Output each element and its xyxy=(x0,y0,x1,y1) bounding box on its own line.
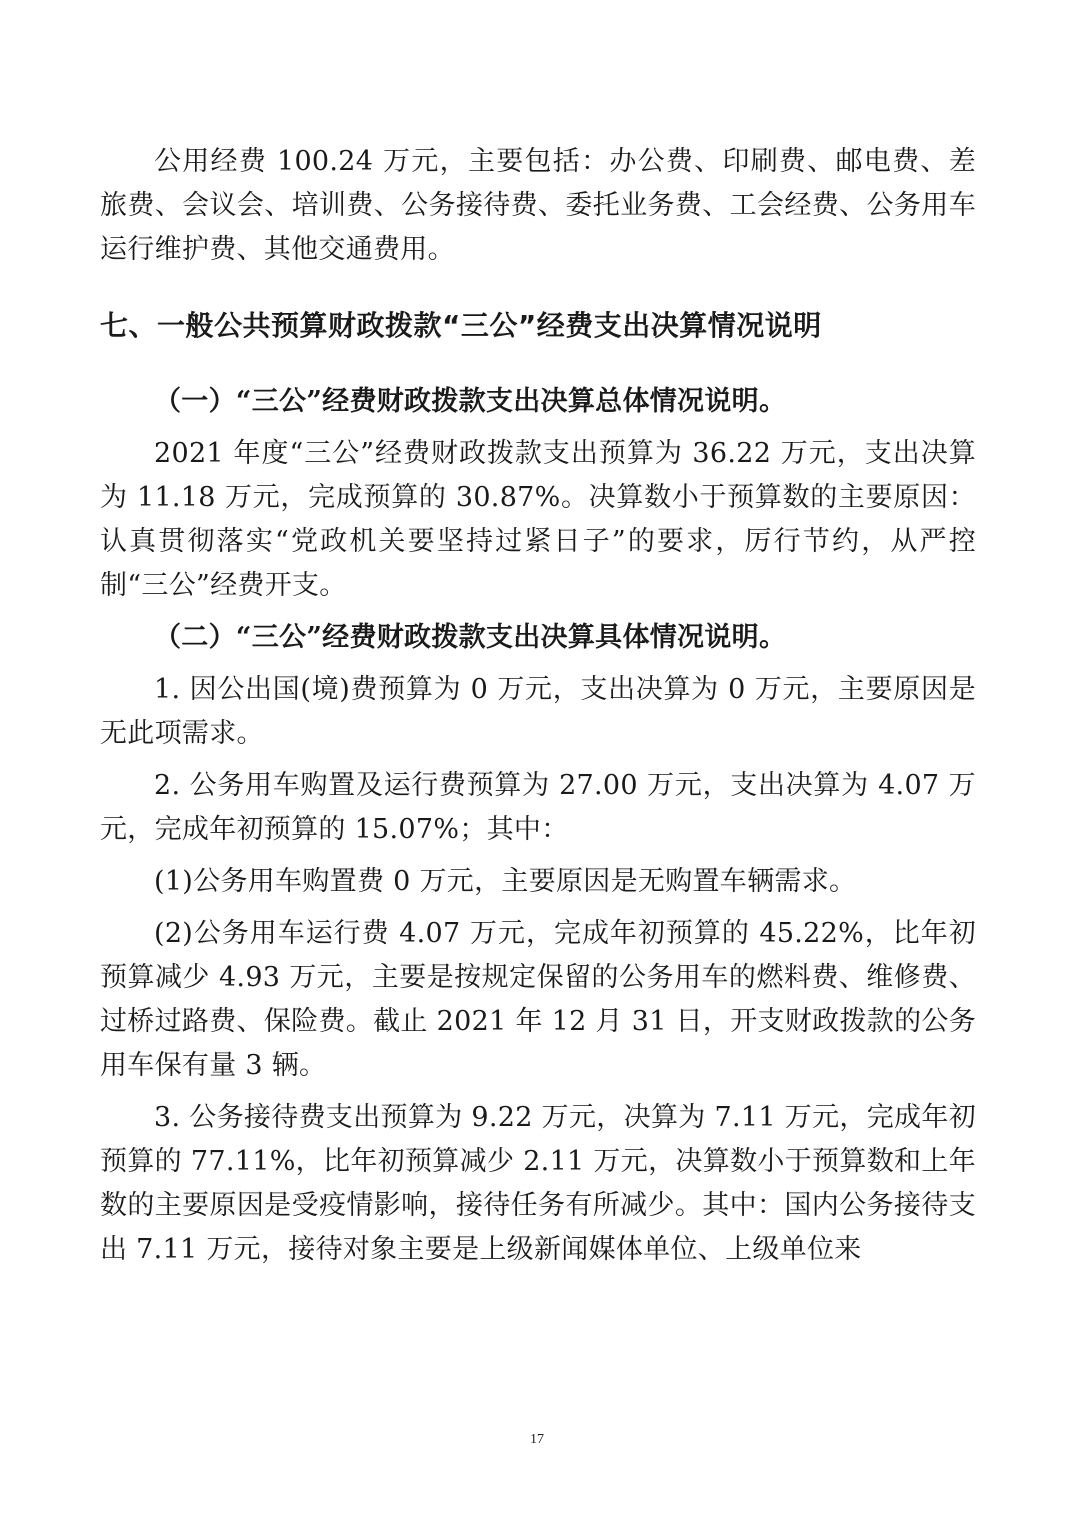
paragraph-vehicle-expenses: 2. 公务用车购置及运行费预算为 27.00 万元，支出决算为 4.07 万元，完成年初预算的 15.07%；其中： xyxy=(100,770,976,845)
page-number: 17 xyxy=(530,1432,544,1447)
subheading-overall: （一）“三公”经费财政拨款支出决算总体情况说明。 xyxy=(154,386,787,417)
subheading-specific: （二）“三公”经费财政拨款支出决算具体情况说明。 xyxy=(154,622,787,653)
paragraph-overseas-travel: 1. 因公出国(境)费预算为 0 万元，支出决算为 0 万元，主要原因是无此项需求。 xyxy=(100,674,976,749)
section-heading-three-public-expenses: 七、一般公共预算财政拨款“三公”经费支出决算情况说明 xyxy=(100,309,822,342)
paragraph-overall-budget: 2021 年度“三公”经费财政拨款支出预算为 36.22 万元，支出决算为 11.18 万元，完成预算的 30.87%。决算数小于预算数的主要原因：认真贯彻落实“党政机关要坚持过紧日子”的要求，厉行节约，从严控制“三公”经费开支。 xyxy=(100,438,976,601)
paragraph-vehicle-purchase: (1)公务用车购置费 0 万元，主要原因是无购置车辆需求。 xyxy=(154,866,857,897)
paragraph-vehicle-operation: (2)公务用车运行费 4.07 万元，完成年初预算的 45.22%，比年初预算减少 4.93 万元，主要是按规定保留的公务用车的燃料费、维修费、过桥过路费、保险费。截止 2021 年 12 月 31 日，开支财政拨款的公务用车保有量 3 辆。 xyxy=(100,918,976,1081)
paragraph-public-expenses: 公用经费 100.24 万元，主要包括：办公费、印刷费、邮电费、差旅费、会议会、培训费、公务接待费、委托业务费、工会经费、公务用车运行维护费、其他交通费用。 xyxy=(100,146,976,265)
paragraph-reception-expenses: 3. 公务接待费支出预算为 9.22 万元，决算为 7.11 万元，完成年初预算的 77.11%，比年初预算减少 2.11 万元，决算数小于预算数和上年数的主要原因是受疫情影响，接待任务有所减少。其中：国内公务接待支出 7.11 万元，接待对象主要是上级新闻媒体单位、上级单位来 xyxy=(100,1102,976,1265)
document-body xyxy=(100,140,976,1272)
